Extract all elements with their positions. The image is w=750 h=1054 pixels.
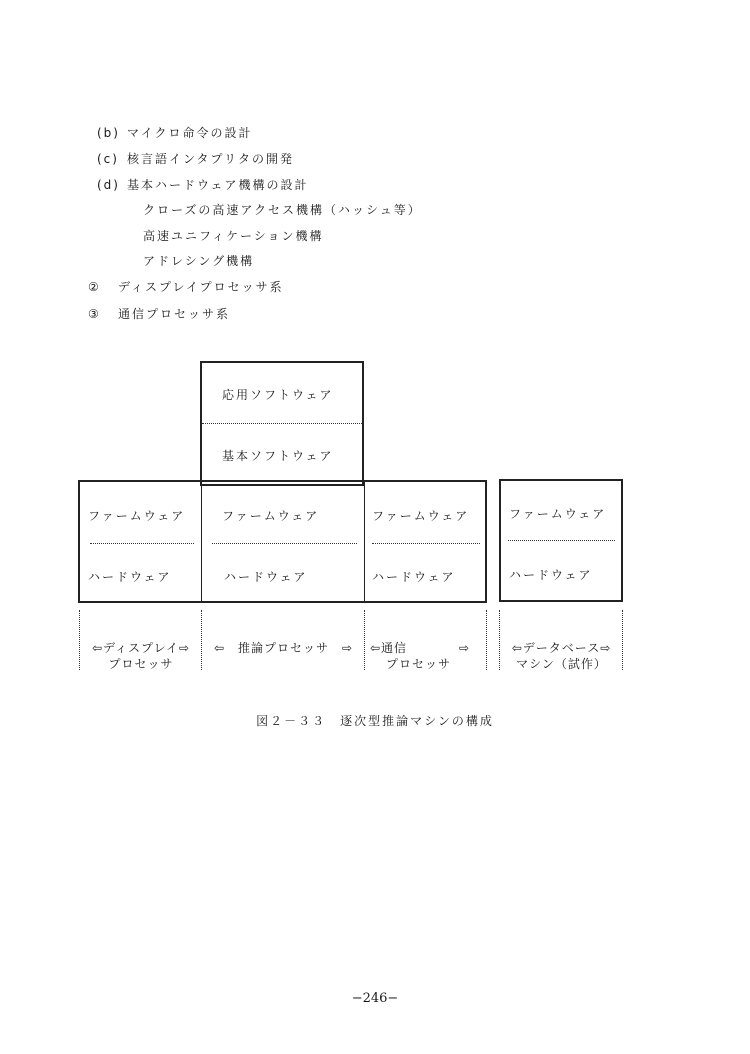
- divider: [508, 540, 615, 541]
- label-line: プロセッサ: [108, 657, 174, 671]
- sub-item: 高速ユニフィケーション機構: [143, 229, 324, 243]
- hardware-cell: ハードウェア: [88, 570, 172, 584]
- list-text: 基本ハードウェア機構の設計: [127, 178, 309, 192]
- hardware-cell: ハードウェア: [224, 570, 308, 584]
- divider: [201, 482, 202, 601]
- list-text: 核言語インタプリタの開発: [127, 152, 295, 166]
- list-text: 通信プロセッサ系: [118, 307, 231, 321]
- comm-processor-label: [370, 640, 482, 672]
- firmware-cell: ファームウェア: [372, 509, 470, 523]
- label-line: マシン（試作）: [516, 657, 607, 671]
- sub-item: クローズの高速アクセス機構（ハッシュ等）: [143, 203, 422, 217]
- divider: [622, 610, 623, 670]
- divider: [202, 423, 362, 424]
- label-line: プロセッサ: [386, 657, 452, 671]
- inference-processor-label: [206, 640, 361, 656]
- list-marker: ③: [88, 307, 101, 321]
- list-text: マイクロ命令の設計: [127, 126, 253, 140]
- label-line: ⇦ 推論プロセッサ ⇨: [213, 641, 354, 655]
- label-line: ⇦通信 ⇨: [370, 641, 471, 655]
- divider: [372, 543, 480, 544]
- divider: [201, 610, 202, 670]
- list-marker: ②: [88, 280, 101, 294]
- divider: [364, 610, 365, 670]
- firmware-cell: ファームウェア: [222, 509, 320, 523]
- divider: [486, 610, 487, 670]
- hardware-cell: ハードウェア: [509, 568, 593, 582]
- list-marker: (b): [97, 126, 120, 140]
- divider: [364, 482, 365, 601]
- list-marker: (d): [97, 178, 120, 192]
- label-line: ⇦ディスプレイ⇨: [91, 641, 191, 655]
- divider: [90, 543, 194, 544]
- software-upper-cell: 応用ソフトウェア: [222, 388, 334, 402]
- divider: [79, 610, 80, 670]
- firmware-cell: ファームウェア: [509, 507, 607, 521]
- hardware-cell: ハードウェア: [372, 570, 456, 584]
- list-text: ディスプレイプロセッサ系: [118, 280, 284, 294]
- list-marker: (c): [97, 152, 119, 166]
- display-processor-label: [85, 640, 197, 672]
- firmware-cell: ファームウェア: [88, 509, 186, 523]
- label-line: ⇦データベース⇨: [511, 641, 612, 655]
- divider: [499, 610, 500, 670]
- sub-item: アドレシング機構: [143, 254, 255, 268]
- database-machine-label: [504, 640, 619, 672]
- page-number: −246−: [351, 991, 399, 1006]
- software-lower-cell: 基本ソフトウェア: [222, 449, 334, 463]
- figure-caption: 図２－３３ 逐次型推論マシンの構成: [256, 714, 494, 728]
- divider: [212, 543, 357, 544]
